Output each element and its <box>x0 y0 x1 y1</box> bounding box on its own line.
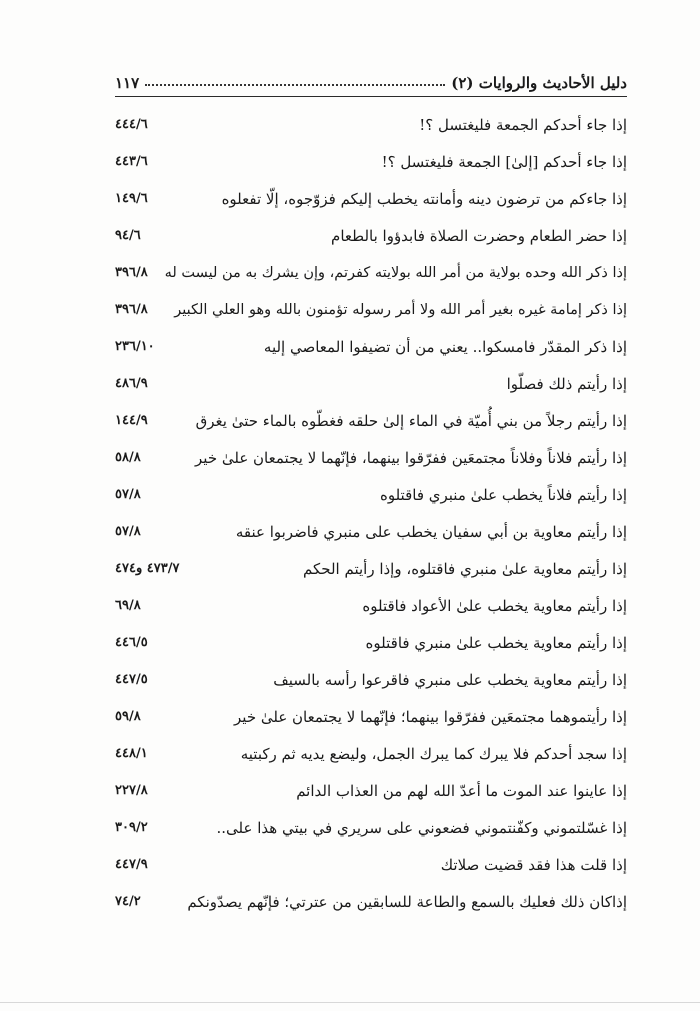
running-header <box>115 62 627 92</box>
entry-reference: ٤٤٧/٥ <box>115 672 148 687</box>
entry-text: إذا رأيتم فلاناً وفلاناً مجتمعَين ففرّقوا بينهما، فإنّهما لا يجتمعان علىٰ خير <box>195 449 627 467</box>
entry-reference: ٥٩/٨ <box>115 709 141 724</box>
entry-reference: ٤٤٧/٩ <box>115 857 148 872</box>
entry-text: إذا جاء أحدكم [إلىٰ] الجمعة فليغتسل ؟! <box>381 153 627 171</box>
index-entry <box>115 184 627 214</box>
index-entry <box>115 628 627 658</box>
header-dot-leader <box>145 84 445 86</box>
header-rule <box>115 96 627 97</box>
entry-reference: ٥٨/٨ <box>115 450 141 465</box>
entry-reference: ٦٩/٨ <box>115 598 141 613</box>
entry-reference: ٣٩٦/٨ <box>115 302 148 317</box>
entry-text: إذا جاءكم من ترضون دينه وأمانته يخطب إليكم فزوّجوه، إلّا تفعلوه <box>221 190 627 208</box>
entry-text: إذا ذكر المقدّر فامسكوا.. يعني من أن تضيفوا المعاصي إليه <box>263 338 627 356</box>
index-entry <box>115 887 627 917</box>
scan-bottom-edge <box>0 1002 700 1003</box>
entry-reference: ٣٩٦/٨ <box>115 265 148 280</box>
entry-text: إذا عاينوا عند الموت ما أعدّ الله لهم من العذاب الدائم <box>296 782 627 800</box>
entry-reference: ٧٤/٢ <box>115 894 141 909</box>
index-entry <box>115 369 627 399</box>
entry-text: إذا رأيتم فلاناً يخطب علىٰ منبري فاقتلوه <box>379 486 627 504</box>
entry-text: إذا رأيتم معاوية يخطب علىٰ الأعواد فاقتلوه <box>362 597 627 615</box>
entry-reference: ١٤٤/٩ <box>115 413 148 428</box>
entry-text: إذا رأيتم رجلاً من بني أُميّة في الماء إلىٰ حلقه فغطّوه بالماء حتىٰ يغرق <box>195 412 627 430</box>
index-entry <box>115 332 627 362</box>
entry-text: إذا رأيتم معاوية يخطب على منبري فاقرعوا رأسه بالسيف <box>273 671 627 689</box>
entry-reference: ٤٤٨/١ <box>115 746 148 761</box>
index-entry <box>115 739 627 769</box>
entry-reference: ٥٧/٨ <box>115 487 141 502</box>
entry-reference: ٣٠٩/٢ <box>115 820 148 835</box>
entry-reference: ٩٤/٦ <box>115 228 141 243</box>
index-entry <box>115 850 627 880</box>
index-entry <box>115 443 627 473</box>
entry-reference: ٥٧/٨ <box>115 524 141 539</box>
index-entry <box>115 110 627 140</box>
entry-text: إذا رأيتم معاوية علىٰ منبري فاقتلوه، وإذا رأيتم الحكم <box>303 560 627 578</box>
index-entry <box>115 258 627 288</box>
index-entry <box>115 813 627 843</box>
entry-text: إذا ذكر إمامة غيره بغير أمر الله ولا أمر رسوله تؤمنون بالله وهو العلي الكبير <box>174 302 627 318</box>
entry-text: إذا قلت هذا فقد قضيت صلاتك <box>440 856 627 874</box>
index-entry <box>115 665 627 695</box>
entry-reference: ٤٤٣/٦ <box>115 154 148 169</box>
entry-reference: ٢٣٦/١٠ <box>115 339 155 354</box>
entry-text: إذا رأيتم معاوية بن أبي سفيان يخطب على منبري فاضربوا عنقه <box>235 523 627 541</box>
entry-text: إذاكان ذلك فعليك بالسمع والطاعة للسابقين من عترتي؛ فإنّهم يصدّونكم <box>187 893 627 911</box>
entry-reference: ٤٤٤/٦ <box>115 117 148 132</box>
entry-text: إذا رأيتم ذلك فصلّوا <box>506 375 627 393</box>
index-entry <box>115 295 627 325</box>
index-entry <box>115 554 627 584</box>
entry-reference: ٤٤٦/٥ <box>115 635 148 650</box>
entry-reference: ١٤٩/٦ <box>115 191 148 206</box>
entry-text: إذا ذكر الله وحده بولاية من أمر الله بولايته كفرتم، وإن يشرك به من ليست له <box>164 265 627 281</box>
index-entry <box>115 517 627 547</box>
entry-text: إذا غسّلتموني وكفّنتموني فضعوني على سريري في بيتي هذا على.. <box>216 819 627 837</box>
entry-text: إذا رأيتم معاوية يخطب علىٰ منبري فاقتلوه <box>365 634 627 652</box>
index-entry <box>115 406 627 436</box>
entry-reference: ٤٨٦/٩ <box>115 376 148 391</box>
entry-text: إذا حضر الطعام وحضرت الصلاة فابدؤوا بالطعام <box>331 227 627 245</box>
entry-reference: ٤٧٣/٧ و٤٧٤ <box>115 561 180 576</box>
index-entry <box>115 702 627 732</box>
index-entry <box>115 776 627 806</box>
entry-text: إذا سجد أحدكم فلا يبرك كما يبرك الجمل، وليضع يديه ثم ركبتيه <box>240 745 627 763</box>
book-title: دليل الأحاديث والروايات (٢) <box>451 74 627 92</box>
entry-text: إذا رأيتموهما مجتمعَين ففرّقوا بينهما؛ فإنّهما لا يجتمعان علىٰ خير <box>234 708 627 726</box>
page-number: ١١٧ <box>115 74 140 92</box>
entry-text: إذا جاء أحدكم الجمعة فليغتسل ؟! <box>419 116 627 134</box>
index-entry <box>115 147 627 177</box>
index-entry <box>115 480 627 510</box>
entry-reference: ٢٢٧/٨ <box>115 783 148 798</box>
index-entry <box>115 591 627 621</box>
index-entry <box>115 221 627 251</box>
